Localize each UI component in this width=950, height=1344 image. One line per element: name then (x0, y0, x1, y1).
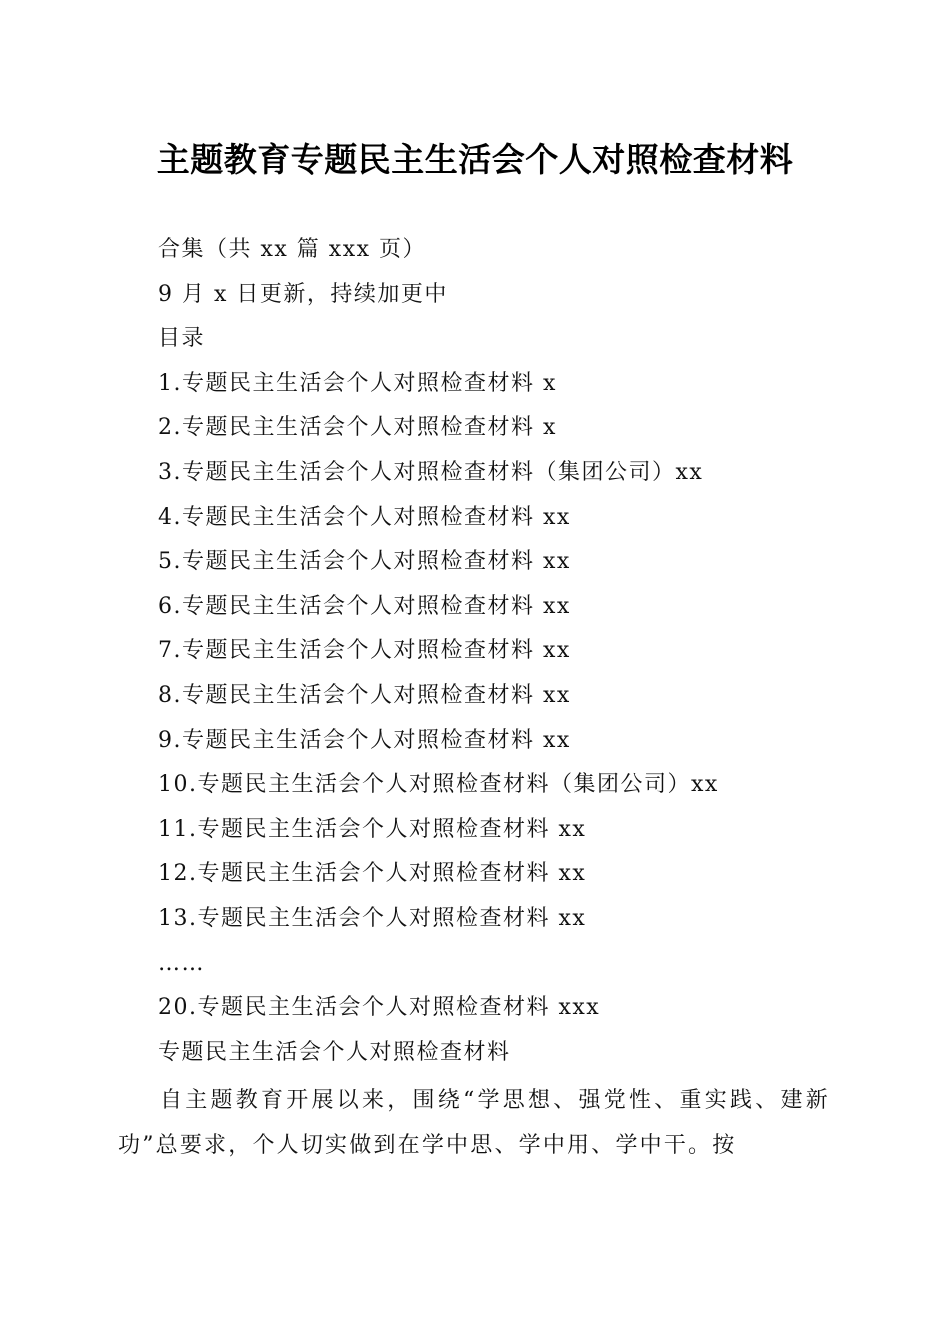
toc-item: 13.专题民主生活会个人对照检查材料 xx (158, 905, 587, 931)
toc-ellipsis: …… (158, 950, 205, 976)
toc-item: 2.专题民主生活会个人对照检查材料 x (158, 415, 557, 441)
body-paragraph: 自主题教育开展以来，围绕“学思想、强党性、重实践、建新功”总要求，个人切实做到在学中思、学中用、学中干。按 (118, 1088, 830, 1158)
section-heading: 专题民主生活会个人对照检查材料 (158, 1039, 511, 1065)
toc-item: 8.专题民主生活会个人对照检查材料 xx (158, 682, 571, 708)
toc-item: 9.专题民主生活会个人对照检查材料 xx (158, 727, 571, 753)
update-note: 9 月 x 日更新，持续加更中 (158, 281, 448, 307)
toc-heading: 目录 (158, 326, 206, 352)
toc-item: 5.专题民主生活会个人对照检查材料 xx (158, 549, 571, 575)
collection-note: 合集（共 xx 篇 xxx 页） (158, 237, 427, 262)
toc-item: 7.专题民主生活会个人对照检查材料 xx (158, 638, 571, 664)
toc-item: 3.专题民主生活会个人对照检查材料（集团公司）xx (158, 459, 704, 485)
toc-item: 4.专题民主生活会个人对照检查材料 xx (158, 504, 571, 530)
document-title: 主题教育专题民主生活会个人对照检查材料 (156, 140, 794, 179)
toc-item-last: 20.专题民主生活会个人对照检查材料 xxx (158, 995, 601, 1021)
document-body (158, 228, 838, 1075)
toc-item: 12.专题民主生活会个人对照检查材料 xx (158, 861, 587, 887)
toc-item: 1.专题民主生活会个人对照检查材料 x (158, 370, 557, 396)
toc-item: 6.专题民主生活会个人对照检查材料 xx (158, 593, 571, 619)
toc-item: 10.专题民主生活会个人对照检查材料（集团公司）xx (158, 772, 719, 798)
toc-item: 11.专题民主生活会个人对照检查材料 xx (158, 816, 587, 842)
